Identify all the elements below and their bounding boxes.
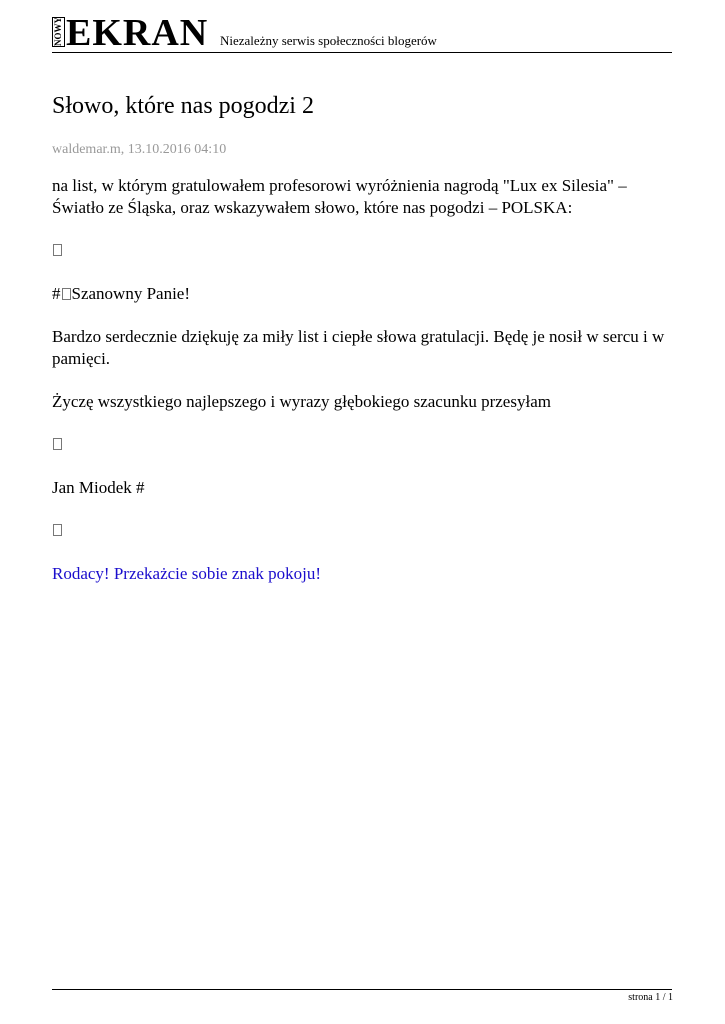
article-paragraph-wishes: Życzę wszystkiego najlepszego i wyrazy głębokiego szacunku przesyłam [52,392,551,411]
missing-glyph-icon [53,524,62,536]
missing-glyph-icon [62,288,71,300]
site-logo [52,12,209,54]
greeting-text: Szanowny Panie! [71,284,191,303]
greeting-line [52,283,672,305]
article-paragraph-intro: na list, w którym gratulowałem profesorowi wyróżnienia nagrodą "Lux ex Silesia" – Światło ze Śląska, oraz wskazywałem słowo, które nas pogodzi – POLSKA: [52,176,627,217]
article-byline: waldemar.m, 13.10.2016 04:10 [52,142,227,157]
page-number: strona 1 / 1 [628,992,673,1003]
article-paragraph-thanks: Bardzo serdecznie dziękuję za miły list i ciepłe słowa gratulacji. Będę je nosił w sercu i w pamięci. [52,327,665,368]
missing-glyph-icon [53,438,62,450]
missing-glyph-line [52,240,672,262]
logo-ekran-text: EKRAN [66,12,209,54]
signature: Jan Miodek # [52,478,145,497]
logo-nowy-text: NOWY [53,17,63,46]
missing-glyph-line [52,434,672,456]
peace-sign-link[interactable]: Rodacy! Przekażcie sobie znak pokoju! [52,564,322,583]
article-title: Słowo, które nas pogodzi 2 [52,93,314,119]
article-link-line [52,563,672,585]
site-tagline: Niezależny serwis społeczności blogerów [220,33,437,48]
missing-glyph-icon [53,244,62,256]
page-footer-rule [52,989,672,990]
hash-mark: # [52,284,61,303]
missing-glyph-line [52,520,672,542]
article-content [52,175,672,606]
page-header [52,14,672,53]
